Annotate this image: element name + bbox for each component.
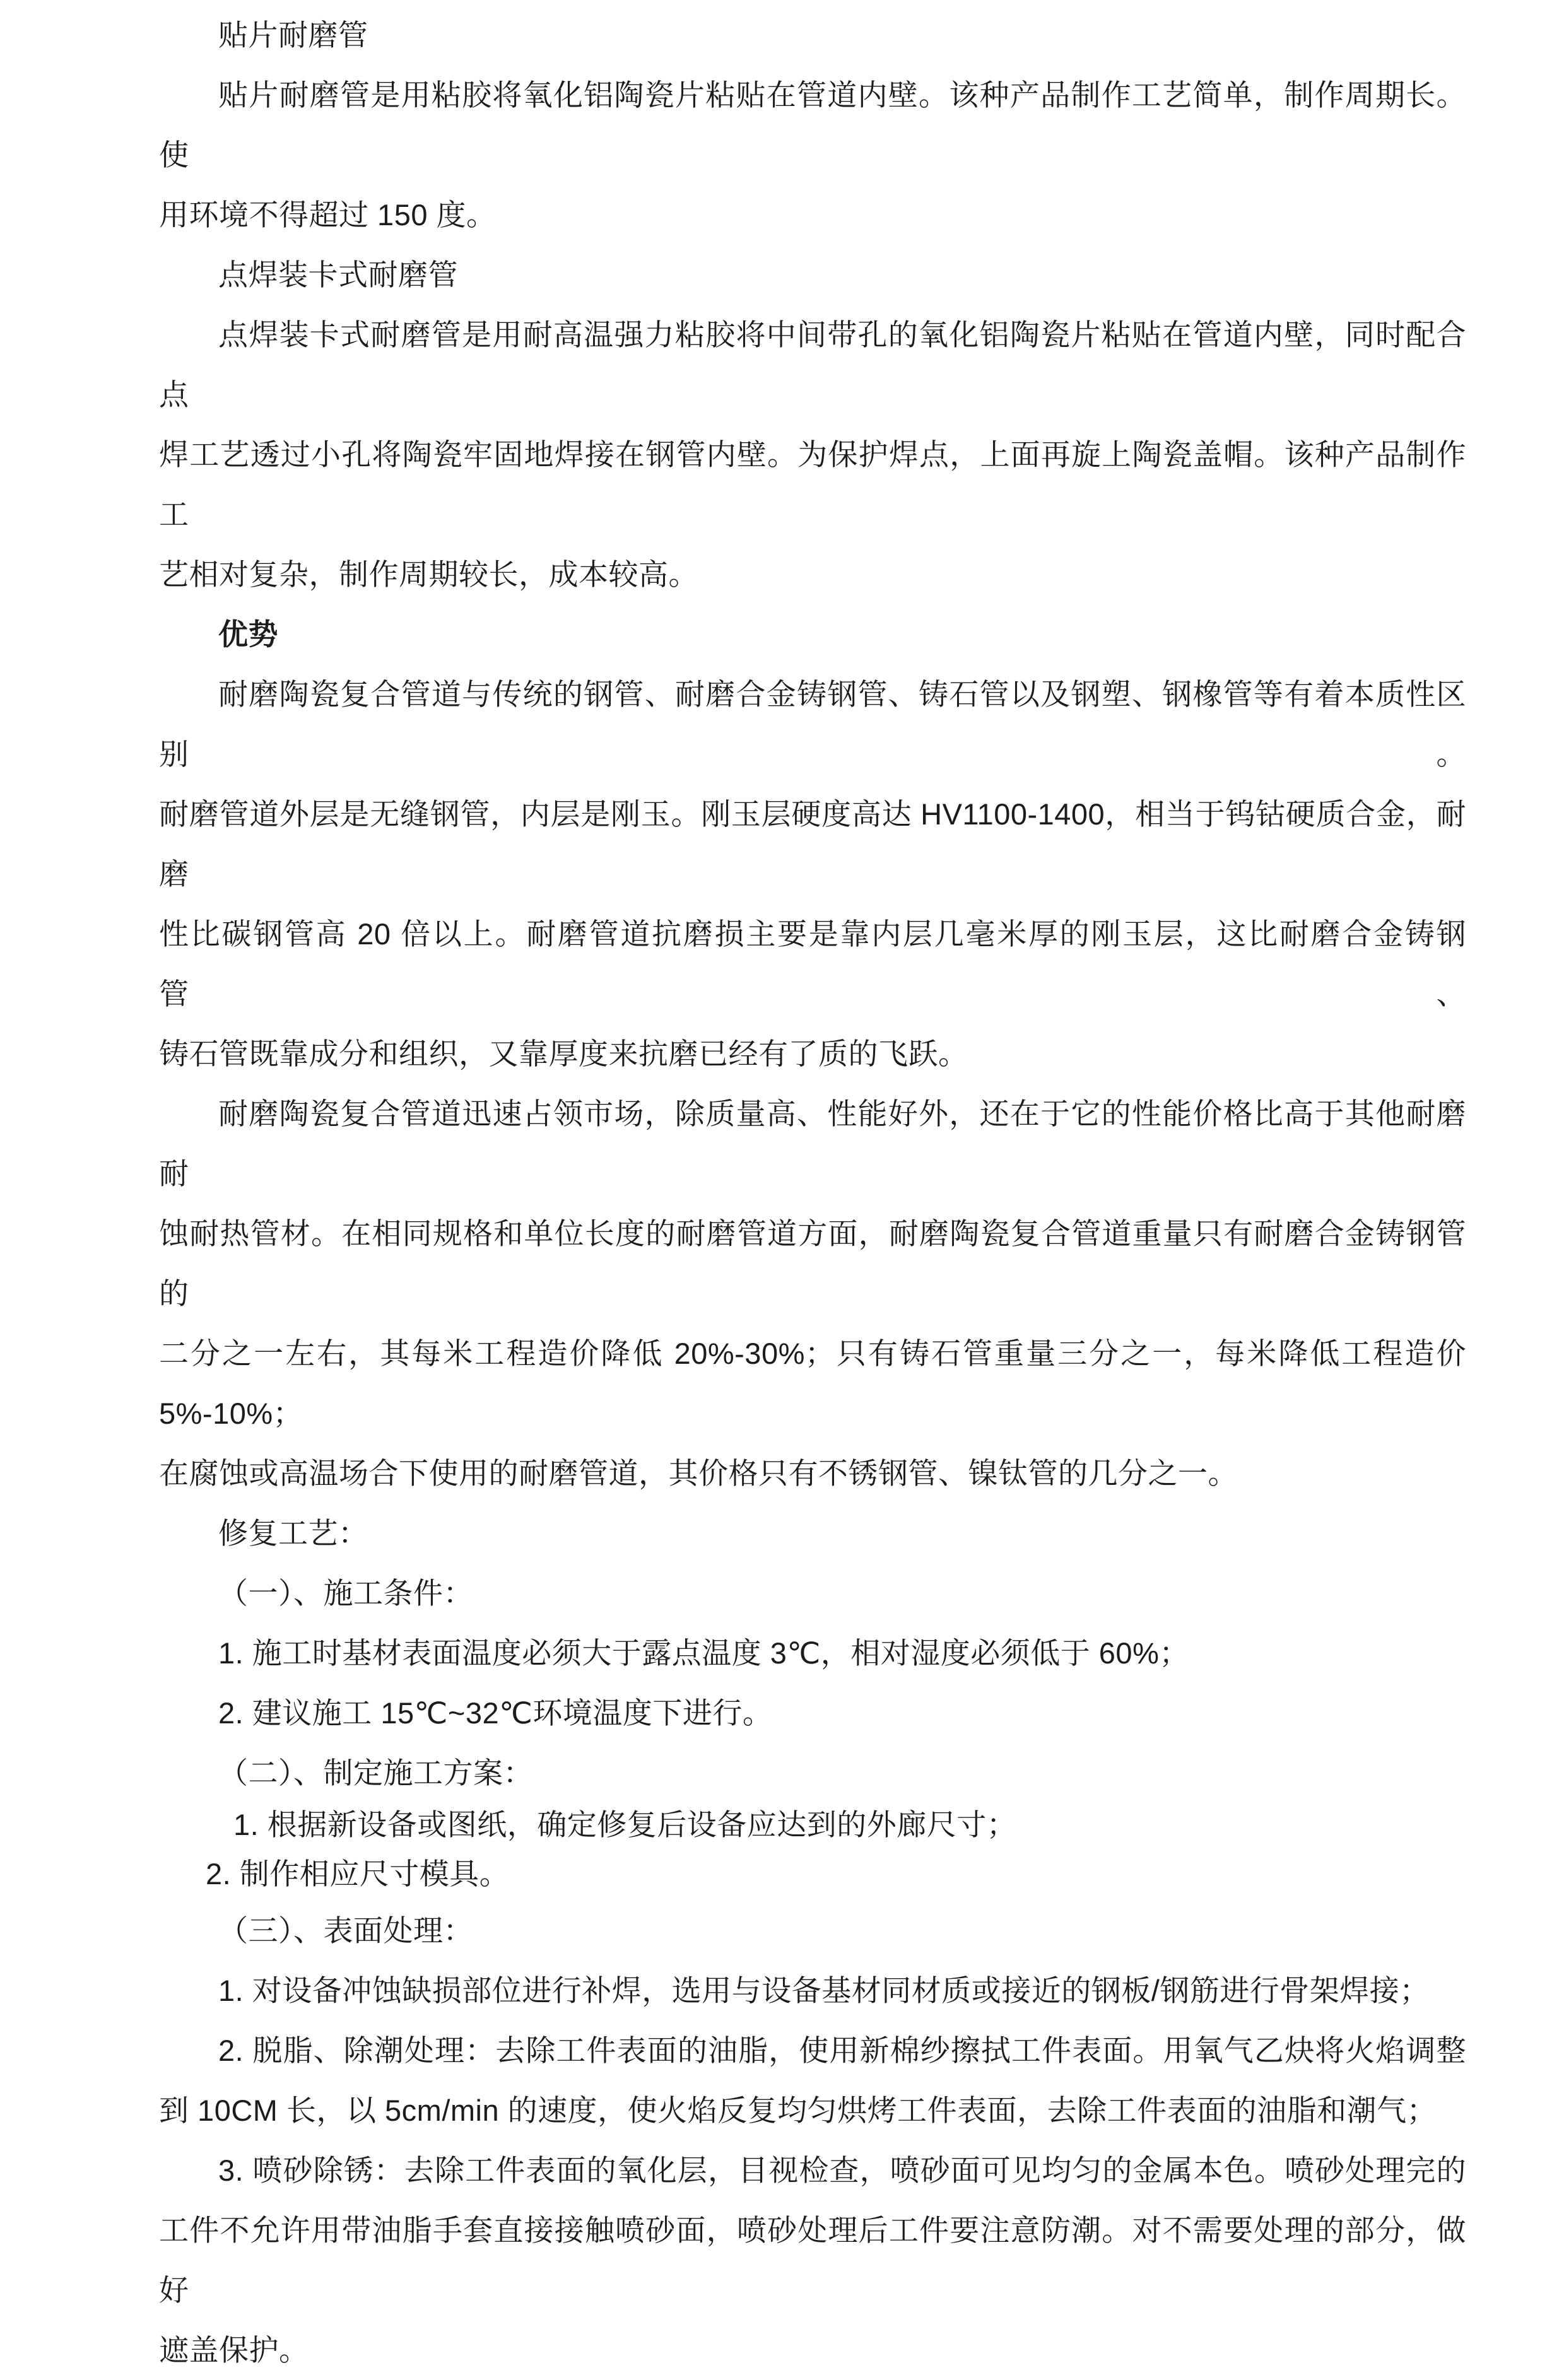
list-item-condition-2: 2. 建议施工 15℃~32℃环境温度下进行。 [218,1696,773,1730]
paragraph-line-5: 点焊装卡式耐磨管是用耐高温强力粘胶将中间带孔的氧化铝陶瓷片粘贴在管道内壁，同时配合点 [159,318,1466,411]
list-item-plan-1: 1. 根据新设备或图纸，确定修复后设备应达到的外廊尺寸； [233,1808,1017,1841]
paragraph-line-11: 性比碳钢管高 20 倍以上。耐磨管道抗磨损主要是靠内层几毫米厚的刚玉层，这比耐磨合金铸钢管、 [159,917,1466,1011]
list-item-surface-2: 2. 脱脂、除潮处理：去除工件表面的油脂，使用新棉纱擦拭工件表面。用氧气乙炔将火焰调整 [218,2034,1466,2067]
heading-surface-treatment: （三）、表面处理： [218,1914,473,1947]
paragraph-line-6: 焊工艺透过小孔将陶瓷牢固地焊接在钢管内壁。为保护焊点，上面再旋上陶瓷盖帽。该种产品制作工 [159,438,1466,531]
paragraph-line-12: 铸石管既靠成分和组织，又靠厚度来抗磨已经有了质的飞跃。 [159,1037,968,1070]
heading-spot-weld-clamp-pipe: 点焊装卡式耐磨管 [218,258,458,291]
paragraph-line-7: 艺相对复杂，制作周期较长，成本较高。 [159,558,698,591]
list-item-surface-1: 1. 对设备冲蚀缺损部位进行补焊，选用与设备基材同材质或接近的钢板/钢筋进行骨架焊接； [218,1974,1430,2007]
paragraph-line-15: 二分之一左右，其每米工程造价降低 20%-30%；只有铸石管重量三分之一，每米降低工程造价 5%-10%； [159,1337,1466,1430]
list-item-surface-3: 3. 喷砂除锈：去除工件表面的氧化层，目视检查，喷砂面可见均匀的金属本色。喷砂处理完的 [218,2154,1466,2187]
heading-repair-process: 修复工艺： [218,1516,368,1550]
heading-construction-plan: （二）、制定施工方案： [218,1756,533,1790]
paragraph-line-13: 耐磨陶瓷复合管道迅速占领市场，除质量高、性能好外，还在于它的性能价格比高于其他耐磨耐 [159,1097,1466,1190]
paragraph-line-27: 到 10CM 长，以 5cm/min 的速度，使火焰反复均匀烘烤工件表面，去除工件表面的油脂和潮气； [159,2094,1437,2127]
document-body [159,5,1466,2380]
paragraph-line-14: 蚀耐热管材。在相同规格和单位长度的耐磨管道方面，耐磨陶瓷复合管道重量只有耐磨合金铸钢管的 [159,1217,1466,1310]
paragraph-line-29: 工件不允许用带油脂手套直接接触喷砂面，喷砂处理后工件要注意防潮。对不需要处理的部分，做好 [159,2213,1466,2307]
heading-construction-conditions: （一）、施工条件： [218,1576,473,1610]
heading-advantages: 优势 [218,618,278,651]
list-item-condition-1: 1. 施工时基材表面温度必须大于露点温度 3℃，相对湿度必须低于 60%； [218,1636,1189,1670]
paragraph-line-9: 耐磨陶瓷复合管道与传统的钢管、耐磨合金铸钢管、铸石管以及钢塑、钢橡管等有着本质性区别。 [159,677,1466,771]
paragraph-line-3: 用环境不得超过 150 度。 [159,198,497,232]
paragraph-line-16: 在腐蚀或高温场合下使用的耐磨管道，其价格只有不锈钢管、镍钛管的几分之一。 [159,1457,1238,1490]
list-item-plan-2: 2. 制作相应尺寸模具。 [206,1857,510,1891]
paragraph-line-2: 贴片耐磨管是用粘胶将氧化铝陶瓷片粘贴在管道内壁。该种产品制作工艺简单，制作周期长。使 [159,78,1466,172]
heading-patch-wear-pipe: 贴片耐磨管 [218,18,368,52]
paragraph-line-10: 耐磨管道外层是无缝钢管，内层是刚玉。刚玉层硬度高达 HV1100-1400，相当于钨钴硬质合金，耐磨 [159,797,1466,891]
paragraph-line-30: 遮盖保护。 [159,2333,309,2367]
